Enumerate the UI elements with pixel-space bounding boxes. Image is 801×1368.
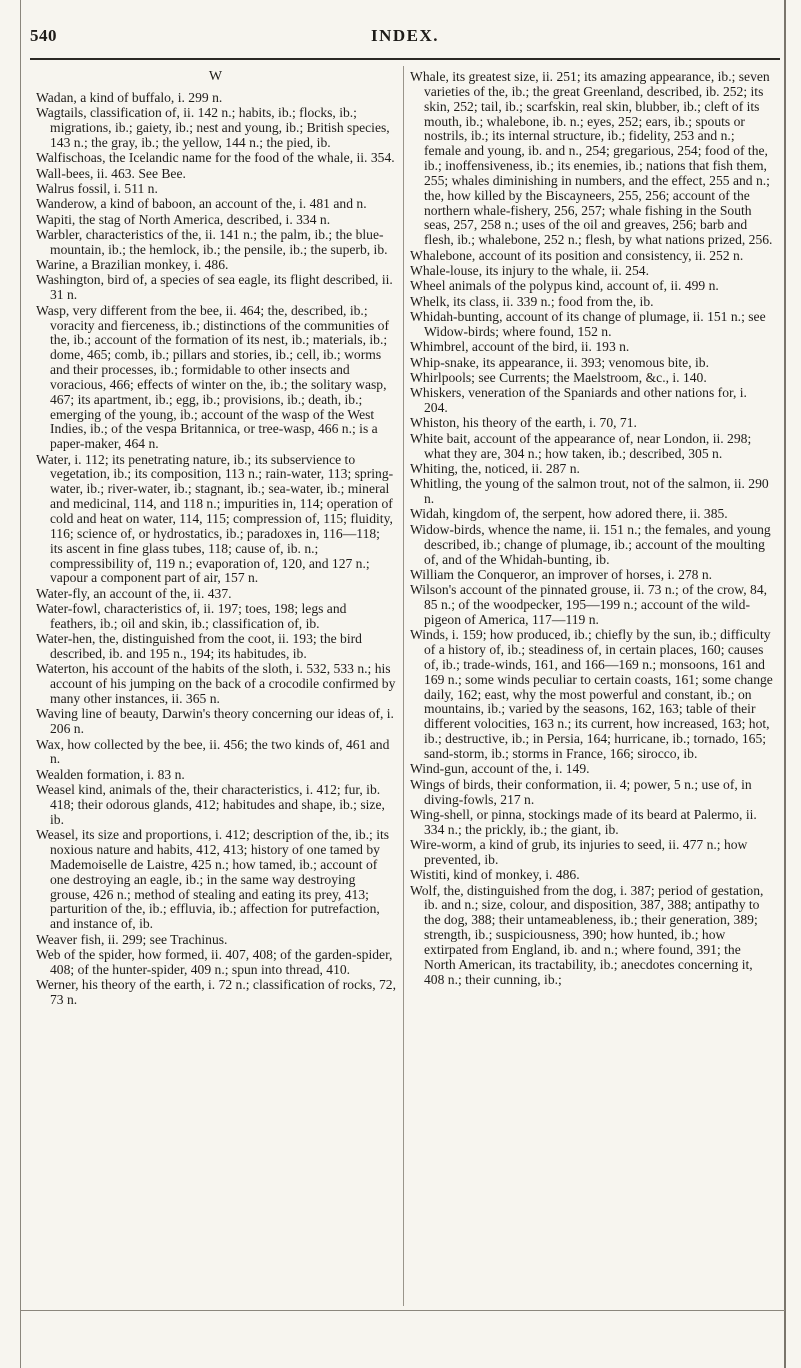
index-entry: Whidah-bunting, account of its change of plumage, ii. 151 n.; see Widow-birds; where found, 152 n. [410,309,766,339]
index-entry: Wapiti, the stag of North America, described, i. 334 n. [36,211,331,227]
index-entry: Wilson's account of the pinnated grouse, ii. 73 n.; of the crow, 84, 85 n.; of the woodpecker, 195—199 n.; account of the wild-pigeon of America, 117—119 n. [410,582,768,627]
index-entry: Weasel kind, animals of the, their characteristics, i. 412; fur, ib. 418; their odorous glands, 412; habitudes and shape, ib.; size, ib. [36,782,385,827]
index-entry: Whalebone, account of its position and consistency, ii. 252 n. [410,247,744,263]
index-entry: Warbler, characteristics of the, ii. 141 n.; the palm, ib.; the blue-mountain, ib.; the hemlock, ib.; the pensile, ib.; the superb, ib. [36,226,388,257]
header-divider [30,58,780,60]
index-entry: Wagtails, classification of, ii. 142 n.; habits, ib.; flocks, ib.; migrations, ib.; gaiety, ib.; nest and young, ib.; British species, 143 n.; the gray, ib.; the yellow, 144 n.; the pied, ib. [36,105,390,150]
right-page-edge [784,0,786,1368]
index-entry: Whiting, the, noticed, ii. 287 n. [410,460,580,476]
index-entry: Wing-shell, or pinna, stockings made of its beard at Palermo, ii. 334 n.; the prickly, ib.; the giant, ib. [410,806,757,837]
index-entry: Whale-louse, its injury to the whale, ii. 254. [410,262,649,278]
index-entry: Wall-bees, ii. 463. See Bee. [36,165,186,181]
index-entry: Wheel animals of the polypus kind, account of, ii. 499 n. [410,278,719,294]
index-entry: Wealden formation, i. 83 n. [36,766,185,782]
index-entry: Widah, kingdom of, the serpent, how adored there, ii. 385. [410,506,728,522]
index-entry: Whiston, his theory of the earth, i. 70, 71. [410,415,637,431]
index-entry: Waterton, his account of the habits of the sloth, i. 532, 533 n.; his account of his jumping on the back of a crocodile confirmed by many other instances, ii. 365 n. [36,661,396,707]
section-letter: W [208,69,224,84]
index-entry: Wadan, a kind of buffalo, i. 299 n. [36,89,223,105]
right-entry-list [410,70,774,987]
index-entry: Water-hen, the, distinguished from the coot, ii. 193; the bird described, ib. and 195 n., 194; its habitudes, ib. [36,631,362,662]
index-entry: Whelk, its class, ii. 339 n.; food from the, ib. [410,293,654,309]
page-header [30,26,780,54]
index-entry: Weasel, its size and proportions, i. 412; description of the, ib.; its noxious nature and habits, 412, 413; history of one tamed by Mademoiselle de Laistre, 425 n.; how tamed, ib.; account of one destroying an eagle, ib.; in the same way destroying grouse, 426 n.; method of stealing and eating its prey, 413; parturition of the, ib.; effluvia, ib.; affection for putrefaction, and instance of, ib. [36,827,390,932]
index-entry: Water-fowl, characteristics of, ii. 197; toes, 198; legs and feathers, ib.; oil and skin, ib.; classification of, ib. [36,601,347,631]
index-entry: William the Conqueror, an improver of horses, i. 278 n. [410,566,713,582]
index-entry: Whale, its greatest size, ii. 251; its amazing appearance, ib.; seven varieties of the, ib.; the great Greenland, described, ib. 252; its skin, 252; tail, ib.; scarfskin, real skin, blubber, ib.; cleft of its mouth, ib.; whalebone, ib. n.; eyes, 252; ears, ib.; spouts or nostrils, ib.; its internal structure, ib.; fidelity, 253 and n.; female and young, ib. and n., 254; gregarious, 254; food of the, ib.; inoffensiveness, ib.; its enemies, ib.; nations that fish them, 255; whales diminishing in numbers, and the effect, 255 and n.; the, how killed by the Biscayneers, 255, 256; account of the northern whale-fishery, 256, 257; whale fishing in the South seas, 257, 258 n.; uses of the oil and greaves, 256; barb and flesh, ib.; whalebone, 252 n.; flesh, by what nations prized, 256. [410,69,773,248]
index-entry: Wistiti, kind of monkey, i. 486. [410,867,580,883]
index-entry: Werner, his theory of the earth, i. 72 n.; classification of rocks, 72, 73 n. [36,977,397,1007]
index-entry: Winds, i. 159; how produced, ib.; chiefly by the sun, ib.; difficulty of a history of, ib.; steadiness of, in certain places, 160; causes of, ib.; trade-winds, 161, and 166—169 n.; monsoons, 161 and 169 n.; some winds peculiar to certain coasts, 161; some change daily, 162; east, why the most powerful and constant, ib.; on mountains, ib.; varied by the seasons, 162, 163; table of their different volocities, 163 n.; its current, how increased, 163; hot, ib.; destructive, ib.; in Persia, 164; hurricane, ib.; tornado, 165; sand-storm, ib.; storms in France, 166; sirocco, ib. [410,627,773,761]
right-column [410,70,774,988]
page-number: 540 [30,26,57,45]
index-entry: Walfischoas, the Icelandic name for the food of the whale, ii. 354. [36,150,395,166]
index-entry: Web of the spider, how formed, ii. 407, 408; of the garden-spider, 408; of the hunter-spider, 409 n.; spun into thread, 410. [36,946,393,977]
index-entry: Weaver fish, ii. 299; see Trachinus. [36,931,228,947]
index-entry: Wanderow, a kind of baboon, an account of the, i. 481 and n. [36,196,367,212]
left-page-edge [20,0,21,1368]
index-entry: Wasp, very different from the bee, ii. 464; the, described, ib.; voracity and fierceness, ib.; distinctions of the communities of the, ib.; account of the formation of its nest, ib.; materials, ib.; dome, 465; comb, ib.; pillars and stories, ib.; cell, ib.; worms and their processes, ib.; formidable to other insects and voracious, 466; effects of winter on the, ib.; the solitary wasp, 467; its apartment, ib.; egg, ib.; provisions, ib.; death, ib.; emerging of the young, ib.; account of the wasp of the West Indies, ib.; of the vespa Britannica, or tree-wasp, 466 n.; is a paper-maker, 464 n. [36,302,390,452]
left-column [36,70,396,1008]
index-entry: Whip-snake, its appearance, ii. 393; venomous bite, ib. [410,354,709,370]
index-entry: Wire-worm, a kind of grub, its injuries to seed, ii. 477 n.; how prevented, ib. [410,837,748,867]
index-entry: White bait, account of the appearance of, near London, ii. 298; what they are, 304 n.; how taken, ib.; described, 305 n. [410,430,752,461]
index-entry: Whirlpools; see Currents; the Maelstroom, &c., i. 140. [410,369,707,385]
index-entry: Washington, bird of, a species of sea eagle, its flight described, ii. 31 n. [36,272,393,303]
index-entry: Wings of birds, their conformation, ii. 4; power, 5 n.; use of, in diving-fowls, 217 n. [410,776,752,807]
page-title: INDEX. [370,26,440,45]
index-entry: Widow-birds, whence the name, ii. 151 n.; the females, and young described, ib.; change of plumage, ib.; account of the moulting of, and of the Whidah-bunting, ib. [410,521,771,567]
index-entry: Walrus fossil, i. 511 n. [36,180,158,196]
bottom-page-edge [20,1310,785,1311]
index-entry: Wolf, the, distinguished from the dog, i. 387; period of gestation, ib. and n.; size, colour, and disposition, 387, 388; antipathy to the dog, 388; their untameableness, ib.; their generation, 389; strength, ib.; suspiciousness, 390; how hunted, ib.; how extirpated from England, ib. and n.; where found, 391; the North American, its tractability, ib.; anecdotes concerning it, 408 n.; their cunning, ib.; [410,882,764,987]
index-entry: Waving line of beauty, Darwin's theory concerning our ideas of, i. 206 n. [36,706,394,737]
index-entry: Wax, how collected by the bee, ii. 456; the two kinds of, 461 and n. [36,736,390,767]
left-entry-list [36,91,396,1008]
column-divider [403,66,404,1306]
index-entry: Water-fly, an account of the, ii. 437. [36,585,232,601]
index-entry: Warine, a Brazilian monkey, i. 486. [36,257,229,273]
index-entry: Whitling, the young of the salmon trout, not of the salmon, ii. 290 n. [410,476,769,507]
index-entry: Water, i. 112; its penetrating nature, ib.; its subservience to vegetation, ib.; its composition, 113 n.; rain-water, 113; spring-water, ib.; river-water, ib.; stagnant, ib.; sea-water, ib.; mineral and medicinal, 114, and 118 n.; impurities in, 114; operation of cold and heat on water, 114, 115; compression of, 115; fluidity, 116; science of, or hydrostatics, ib.; paradoxes in, 116—118; its ascent in fine glass tubes, 118; cause of, ib. n.; compressibility of, 119 n.; evaporation of, 120, and 127 n.; vapour a component part of air, 157 n. [36,451,394,586]
index-entry: Whiskers, veneration of the Spaniards and other nations for, i. 204. [410,385,747,416]
index-entry: Whimbrel, account of the bird, ii. 193 n. [410,339,630,355]
index-entry: Wind-gun, account of the, i. 149. [410,761,590,777]
